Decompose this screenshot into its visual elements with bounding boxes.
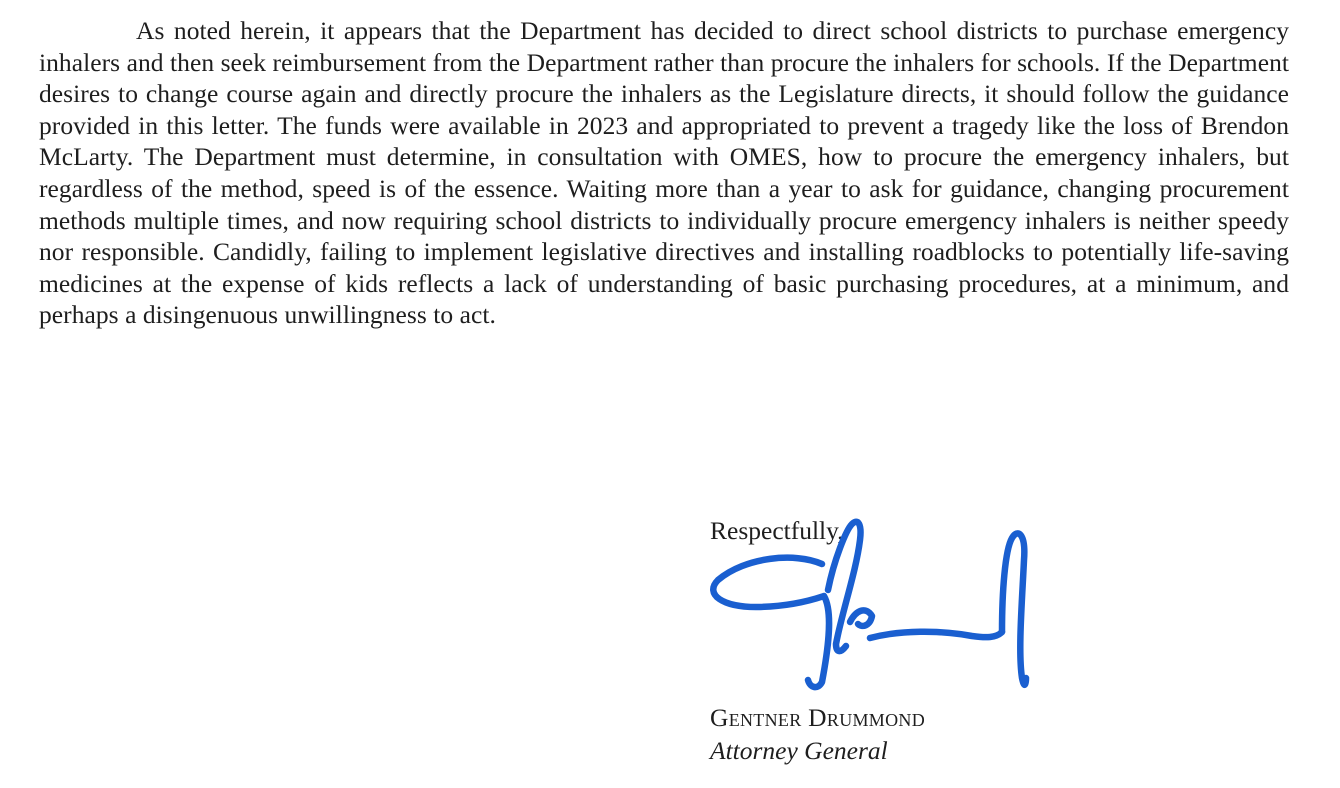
signer-name: Gentner Drummond <box>710 703 926 732</box>
closing-line: Respectfully, <box>710 516 844 545</box>
letter-body-paragraph: As noted herein, it appears that the Department has decided to direct school districts to purchase emergency inhalers and then seek reimbursement from the Department rather than procure the inhalers for schools. If the Department desires to change course again and directly procure the inhalers as the Legislature directs, it should follow the guidance provided in this letter. The funds were available in 2023 and appropriated to prevent a tragedy like the loss of Brendon McLarty. The Department must determine, in consultation with OMES, how to procure the emergency inhalers, but regardless of the method, speed is of the essence. Waiting more than a year to ask for guidance, changing procurement methods multiple times, and now requiring school districts to individually procure emergency inhalers is neither speedy nor responsible. Candidly, failing to implement legislative directives and installing roadblocks to potentially life-saving medicines at the expense of kids reflects a lack of understanding of basic purchasing procedures, at a minimum, and perhaps a disingenuous unwillingness to act. <box>39 16 1289 330</box>
signer-title: Attorney General <box>710 736 888 765</box>
